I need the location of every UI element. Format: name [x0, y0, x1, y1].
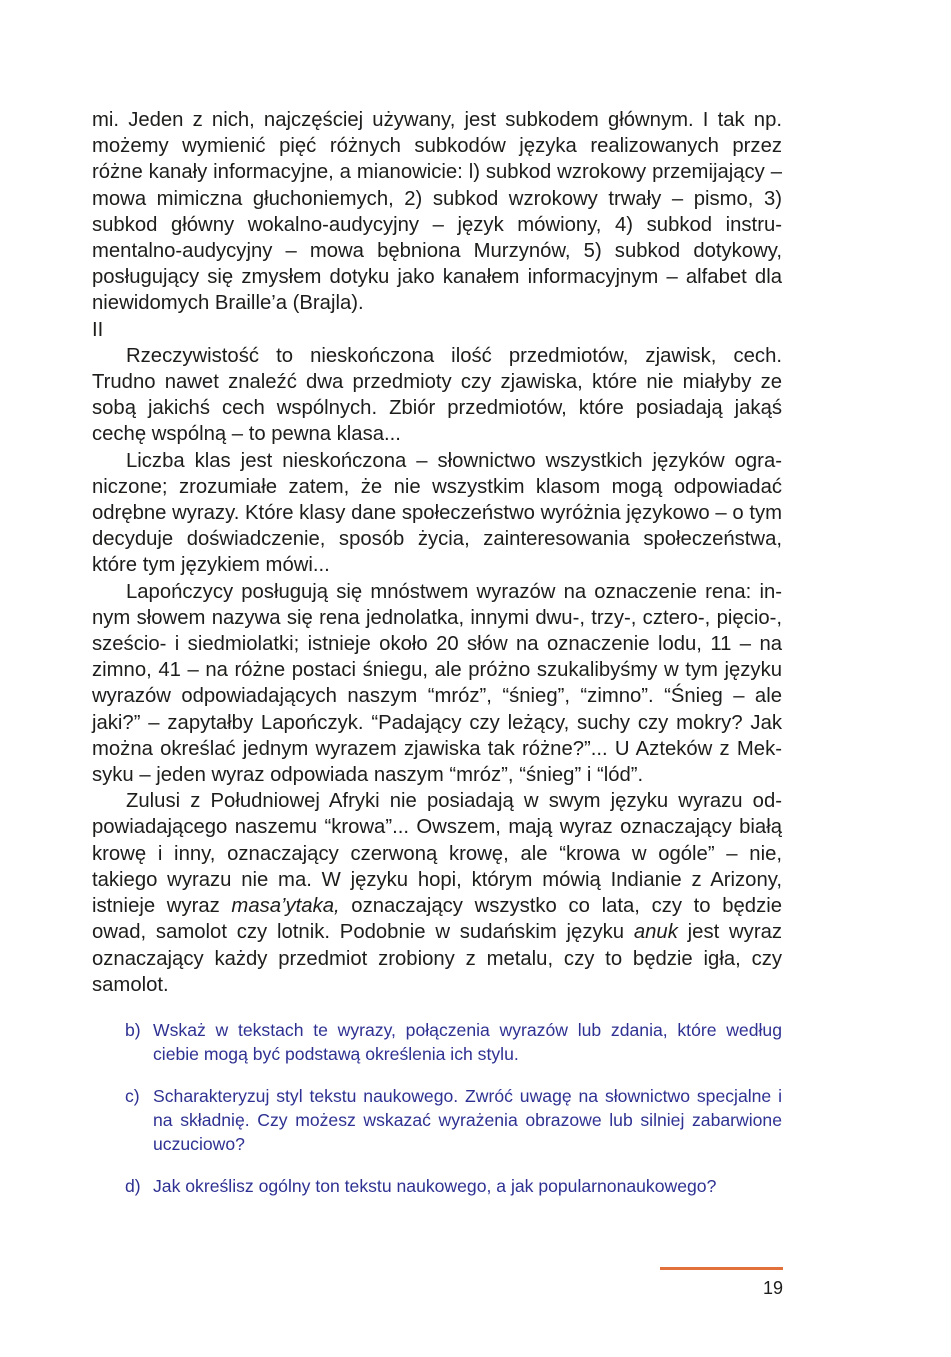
task-item — [125, 1174, 782, 1198]
task-list — [92, 1018, 782, 1198]
paragraph-lapps: Lapończycy posługują się mnóstwem wyrazów na oznaczenie rena: innym słowem nazywa się rena jednolatka, innymi dwu-, trzy-, cztero-, pięcio-, sześcio- i siedmiolatki; istnieje około 20 słów na oznaczenie lodu, 11 – na zimno, 41 – na różne postaci śniegu, ale próżno szukalibyśmy w tym języku wyrazów odpowiadających naszym “mróz”, “śnieg”, “zimno”. “Śnieg – ale jaki?” – zapytałby Lapończyk. “Padający czy leżący, suchy czy mokry? Jak można określać jednym wyrazem zjawiska tak różne?”... U Azteków z Meksyku – jeden wyraz odpowiada naszym “mróz”, “śnieg” i “lód”. — [92, 580, 782, 787]
task-letter: c) — [125, 1085, 140, 1106]
paragraph-zulus-part-a: Zulusi z Południowej Afryki nie posiadają w swym języku wyrazu odpowiadającego naszemu “krowa”... Owszem, mają wyraz oznaczający białą krowę i inny, oznaczający czerwoną krowę, ale “krowa w ogóle” – nie, takiego wyrazu nie ma. W języku hopi, którym mówią Indianie z Arizony, istnieje wyraz — [92, 790, 782, 918]
paragraph-zulus-part-b: oznaczający wszystko co lata, czy to będzie owad, samolot czy lotnik. Podobnie w sudańskim języku — [92, 895, 782, 944]
task-text: Wskaż w tekstach te wyrazy, połączenia wyrazów lub zdania, które według ciebie mogą być podstawą określenia ich stylu. — [153, 1019, 782, 1064]
task-letter: b) — [125, 1019, 141, 1040]
task-item — [125, 1084, 782, 1156]
paragraph-zulus-part-c: jest wyraz oznaczający każdy przedmiot zrobiony z metalu, czy to będzie igła, czy samolot. — [92, 921, 782, 996]
paragraph-classes: Liczba klas jest nieskończona – słownictwo wszystkich języków ograniczone; zrozumiałe zatem, że nie wszystkim klasom mogą odpowiadać odrębne wyrazy. Które klasy dane społeczeństwo wyróżnia językowo – o tym decyduje doświadczenie, sposób życia, zainteresowania społeczeństwa, które tym językiem mówi... — [92, 449, 782, 577]
task-text: Jak określisz ogólny ton tekstu naukowego, a jak popularnonaukowego? — [153, 1175, 717, 1196]
paragraph-zulus — [92, 788, 782, 998]
page-content — [92, 107, 782, 1216]
task-item — [125, 1018, 782, 1066]
task-text: Scharakteryzuj styl tekstu naukowego. Zwróć uwagę na słownictwo specjalne i na składnię. Czy możesz wskazać wyrażenia obrazowe lub silniej zabarwione uczuciowo? — [153, 1085, 782, 1154]
term-masaytaka: masa’ytaka, — [231, 895, 340, 918]
task-letter: d) — [125, 1175, 141, 1196]
paragraph-continuation: mi. Jeden z nich, najczęściej używany, jest subkodem głównym. I tak np. możemy wymienić pięć różnych subkodów języka realizowanych przez różne kanały informacyjne, a mianowicie: l) subkod wzrokowy przemijający – mowa mimiczna głuchoniemych, 2) subkod wzrokowy trwały – pismo, 3) subkod główny wokalno-audycyjny – język mówiony, 4) subkod instrumentalno-audycyjny – mowa bębniona Murzynów, 5) subkod dotykowy, posługujący się zmysłem dotyku jako kanałem informacyjnym – alfabet dla niewidomych Braille’a (Brajla). — [92, 109, 782, 315]
main-text — [92, 107, 782, 998]
paragraph-reality: Rzeczywistość to nieskończona ilość przedmiotów, zjawisk, cech. Trudno nawet znaleźć dwa przedmioty czy zjawiska, które nie miałyby ze sobą jakichś cech wspólnych. Zbiór przedmiotów, które posiadają jakąś cechę wspólną – to pewna klasa... — [92, 344, 782, 446]
footer-accent-rule — [660, 1267, 783, 1270]
section-number: II — [92, 318, 104, 341]
page-number: 19 — [762, 1278, 783, 1298]
term-anuk: anuk — [633, 921, 678, 944]
